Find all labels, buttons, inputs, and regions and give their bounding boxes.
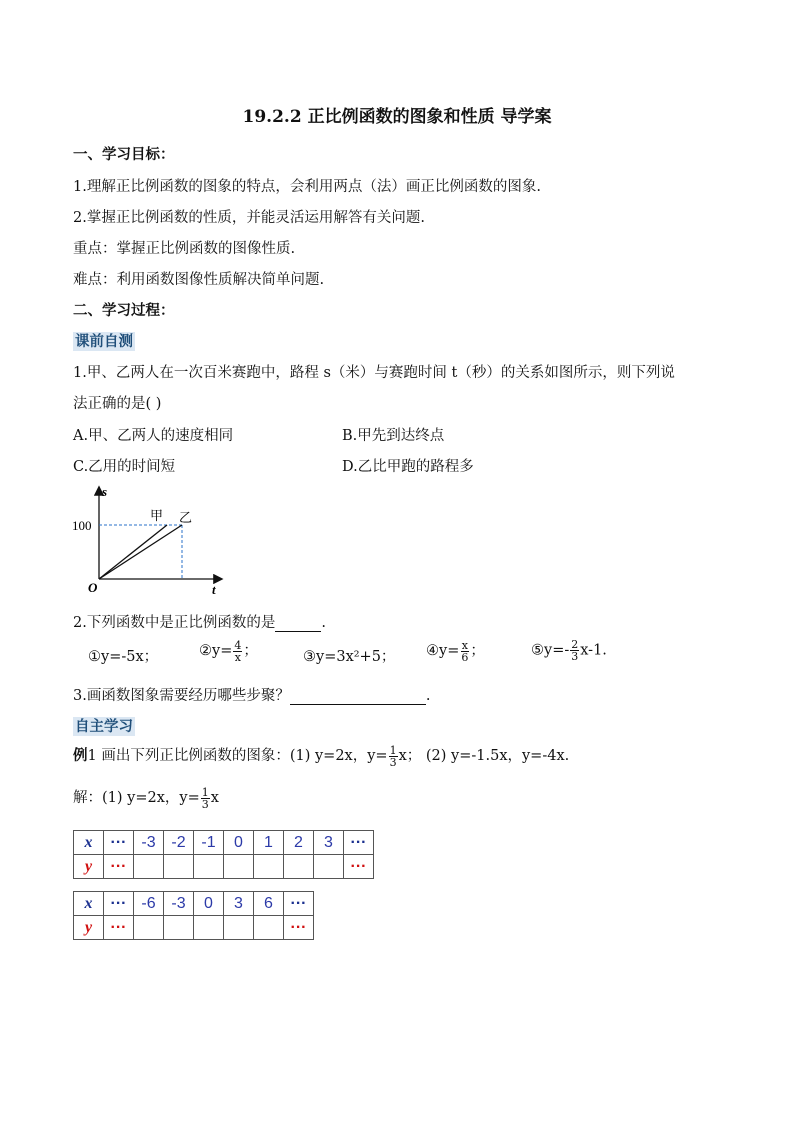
table-cell: 6 [254, 892, 284, 916]
table-empty-cell [314, 855, 344, 879]
table-empty-cell [194, 916, 224, 940]
distance-time-graph [66, 480, 236, 602]
table-ellipsis: ··· [104, 831, 134, 855]
table-ellipsis: ··· [104, 916, 134, 940]
q2-option-5 [531, 639, 607, 662]
self-study-tag-wrap [73, 715, 135, 736]
option-d: D.乙比甲跑的路程多 [342, 459, 474, 475]
table-ellipsis: ··· [344, 855, 374, 879]
table-empty-cell [194, 855, 224, 879]
fraction [233, 640, 242, 663]
table-cell: -1 [194, 831, 224, 855]
fraction-denominator: 3 [201, 797, 209, 811]
table-empty-cell [134, 855, 164, 879]
example-1-text: 1 画出下列正比例函数的图象：(1) y=2x，y= [87, 748, 388, 764]
q2-option-5-lhs: ⑤y=- [531, 642, 570, 659]
table-y-header: y [74, 916, 104, 940]
option-a: A.甲、乙两人的速度相同 [73, 428, 234, 444]
section-heading-process: 二、学习过程： [73, 302, 175, 319]
difficult-point: 难点：利用函数图像性质解决简单问题. [73, 272, 325, 288]
question-3-period: . [425, 688, 431, 704]
value-table-2 [73, 891, 314, 940]
table-ellipsis: ··· [104, 855, 134, 879]
table-empty-cell [164, 916, 194, 940]
table-ellipsis: ··· [284, 916, 314, 940]
origin-label: O [88, 580, 98, 595]
table-empty-cell [164, 855, 194, 879]
table-empty-cell [224, 916, 254, 940]
objective-1: 1.理解正比例函数的图象的特点，会利用两点（法）画正比例函数的图象. [73, 179, 541, 195]
fraction-denominator: 3 [389, 755, 397, 769]
table-cell: 3 [224, 892, 254, 916]
table-cell: 1 [254, 831, 284, 855]
table-row [74, 831, 374, 855]
table-empty-cell [134, 916, 164, 940]
solution-text-end: x [210, 790, 219, 806]
objective-2: 2.掌握正比例函数的性质，并能灵活运用解答有关问题. [73, 210, 425, 226]
pre-test-tag: 课前自测 [75, 333, 133, 350]
y-tick-100: 100 [72, 518, 92, 533]
table-row [74, 916, 314, 940]
fraction-numerator: 4 [234, 638, 242, 652]
question-2 [73, 611, 326, 632]
fraction [389, 745, 398, 768]
table-ellipsis: ··· [344, 831, 374, 855]
table-cell: -3 [134, 831, 164, 855]
q2-option-4-rhs: ； [470, 643, 485, 659]
table-x-header: x [74, 831, 104, 855]
self-study-tag: 自主学习 [75, 718, 133, 735]
fraction-denominator: 6 [461, 650, 469, 664]
table-cell: -2 [164, 831, 194, 855]
solution-text: 解：(1) y=2x，y= [73, 790, 200, 806]
option-c: C.乙用的时间短 [73, 459, 176, 475]
example-label: 例 [73, 747, 88, 764]
table-empty-cell [224, 855, 254, 879]
table-empty-cell [254, 916, 284, 940]
x-axis-label: t [212, 582, 216, 597]
fraction-numerator: 1 [389, 743, 397, 757]
table-cell: -3 [164, 892, 194, 916]
question-1-line1: 1.甲、乙两人在一次百米赛跑中，路程 s（米）与赛跑时间 t（秒）的关系如图所示，则下列说 [73, 365, 675, 381]
fraction [201, 787, 210, 810]
pre-test-tag-wrap [73, 330, 135, 351]
fraction-numerator: 1 [201, 785, 209, 799]
table-cell: 0 [194, 892, 224, 916]
table-cell: 0 [224, 831, 254, 855]
key-point: 重点：掌握正比例函数的图像性质. [73, 241, 296, 257]
question-2-period: . [321, 615, 326, 631]
page-title: 19.2.2 正比例函数的图象和性质 导学案 [242, 107, 552, 127]
fraction [570, 639, 579, 662]
q2-option-2-lhs: ②y= [199, 643, 233, 659]
example-1-text-end: x； (2) y=-1.5x，y=-4x. [398, 748, 570, 764]
table-empty-cell [284, 855, 314, 879]
line-jia [99, 525, 167, 579]
table-ellipsis: ··· [284, 892, 314, 916]
table-row [74, 892, 314, 916]
question-2-text: 2.下列函数中是正比例函数的是 [73, 615, 276, 631]
q2-option-1: ①y=-5x； [88, 649, 159, 665]
line-jia-label: 甲 [150, 508, 164, 523]
q2-option-4-lhs: ④y= [426, 643, 460, 659]
line-yi [99, 525, 182, 579]
fraction-denominator: 3 [571, 650, 579, 663]
value-table-1 [73, 830, 374, 879]
fraction-numerator: x [461, 638, 468, 652]
q2-option-3: ③y=3x²+5； [303, 649, 396, 665]
fraction [460, 640, 469, 663]
question-3-text: 3.画函数图象需要经历哪些步聚？ [73, 688, 290, 704]
q2-option-2-rhs: ； [243, 643, 258, 659]
option-b: B.甲先到达终点 [342, 428, 445, 444]
fraction-denominator: x [234, 650, 241, 664]
q2-option-2 [199, 639, 258, 663]
table-empty-cell [254, 855, 284, 879]
table-y-header: y [74, 855, 104, 879]
answer-blank-3 [290, 688, 426, 705]
table-row [74, 855, 374, 879]
q2-option-5-rhs: x-1. [580, 642, 607, 659]
table-x-header: x [74, 892, 104, 916]
line-yi-label: 乙 [179, 510, 193, 525]
table-cell: -6 [134, 892, 164, 916]
y-axis-label: s [102, 484, 108, 499]
table-cell: 2 [284, 831, 314, 855]
question-1-line2: 法正确的是( ) [73, 396, 162, 412]
answer-blank-2 [275, 615, 321, 632]
solution-line [73, 786, 219, 810]
fraction-numerator: 2 [571, 638, 579, 651]
question-3 [73, 684, 430, 705]
table-ellipsis: ··· [104, 892, 134, 916]
table-cell: 3 [314, 831, 344, 855]
q2-option-4 [426, 639, 485, 663]
example-1 [73, 744, 569, 768]
section-heading-objectives: 一、学习目标： [73, 146, 175, 163]
